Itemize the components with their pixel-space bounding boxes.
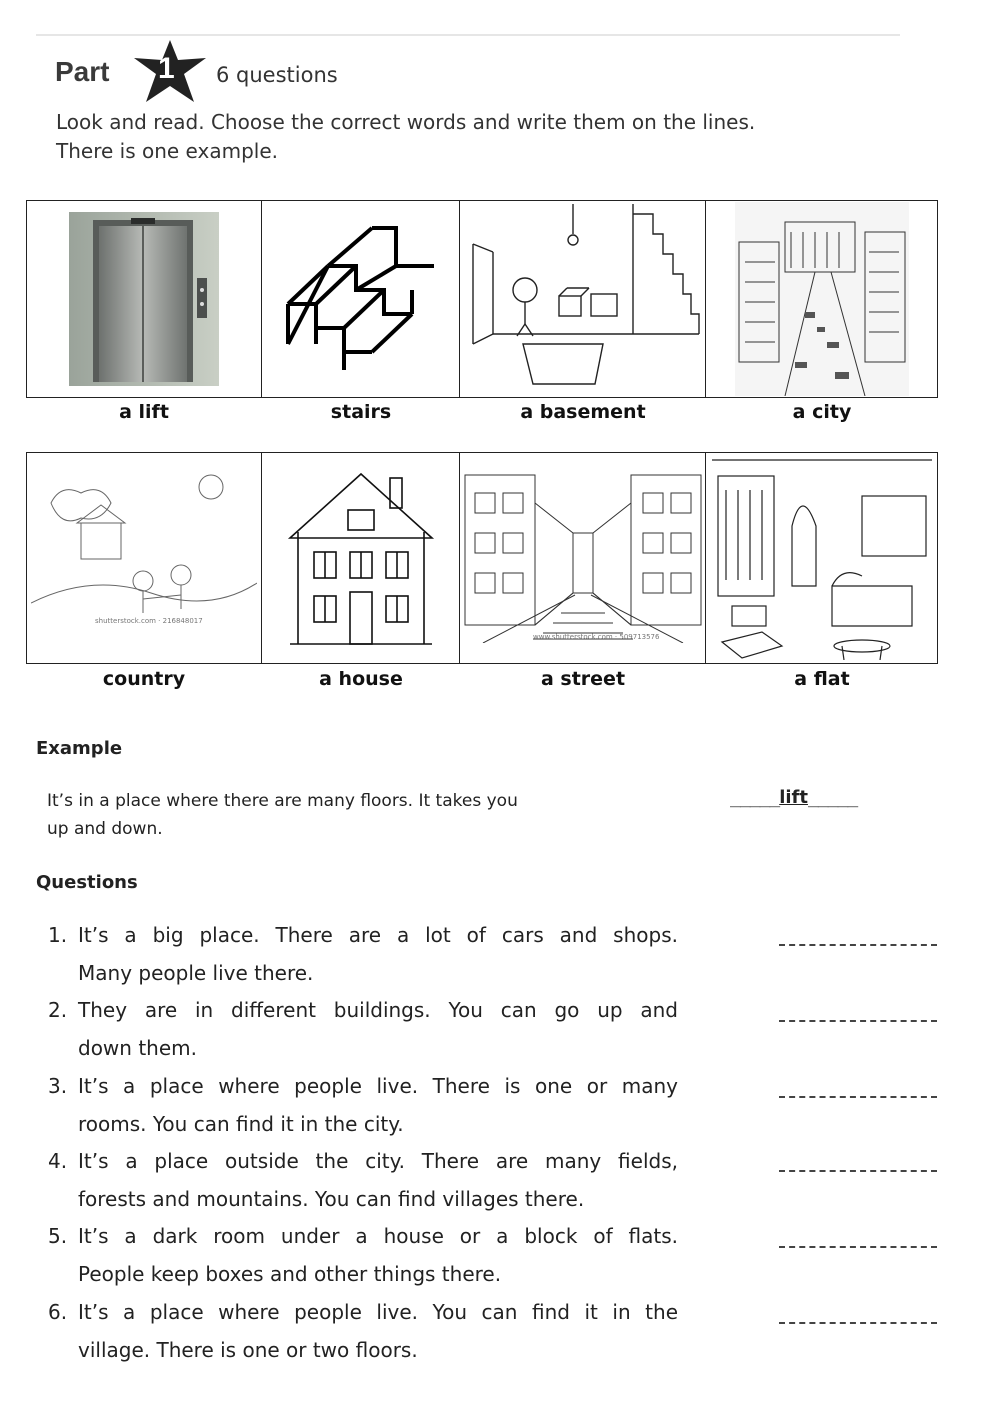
part-label: Part	[55, 56, 110, 87]
example-text-line-1: It’s in a place where there are many floors. It takes you	[47, 791, 518, 811]
question-item	[48, 1143, 678, 1218]
question-item	[48, 1068, 678, 1143]
question-line-1: It’s a big place. There are a lot of cars and shops.	[78, 923, 678, 947]
label-stairs: stairs	[330, 401, 392, 423]
question-line-2: rooms. You can find it in the city.	[78, 1111, 404, 1136]
label-basement: a basement	[520, 401, 646, 423]
question-line-1: It’s a place outside the city. There are many fields,	[78, 1149, 678, 1173]
question-number: 2.	[48, 998, 68, 1022]
questions-heading: Questions	[36, 872, 138, 893]
example-text	[47, 787, 607, 843]
question-number: 3.	[48, 1074, 68, 1098]
stairs-picture	[286, 224, 436, 374]
label-city: a city	[792, 401, 852, 423]
picture-labels-row-2	[26, 668, 938, 690]
street-picture-cell	[460, 452, 706, 664]
country-image-credit: shutterstock.com · 216848017	[95, 617, 203, 625]
city-picture-cell	[706, 200, 938, 398]
question-line-1: It’s a place where people live. There is one or many	[78, 1074, 678, 1098]
question-item	[48, 1294, 678, 1369]
label-country: country	[102, 668, 186, 690]
basement-picture-cell	[460, 200, 706, 398]
country-picture-cell	[26, 452, 262, 664]
lift-picture	[69, 212, 219, 386]
basement-picture	[463, 204, 703, 394]
instruction-line-2: There is one example.	[56, 139, 278, 163]
question-line-1: It’s a place where people live. You can find it in the	[78, 1300, 678, 1324]
label-street: a street	[540, 668, 626, 690]
question-number: 1.	[48, 923, 68, 947]
answer-blank-1[interactable]	[779, 944, 937, 946]
question-number: 4.	[48, 1149, 68, 1173]
answer-blank-2[interactable]	[779, 1020, 937, 1022]
label-lift: a lift	[119, 401, 169, 423]
picture-labels-row-1	[26, 401, 938, 423]
lift-picture-cell	[26, 200, 262, 398]
example-text-line-2: up and down.	[47, 819, 163, 839]
question-line-1: They are in different buildings. You can go up and	[78, 998, 678, 1022]
question-number: 6.	[48, 1300, 68, 1324]
picture-row-1	[26, 200, 938, 398]
question-line-2: village. There is one or two floors.	[78, 1337, 418, 1362]
question-count: 6 questions	[216, 63, 338, 87]
street-picture	[463, 473, 703, 643]
label-house: a house	[319, 668, 403, 690]
top-divider	[36, 34, 900, 36]
answer-blank-3[interactable]	[779, 1096, 937, 1098]
house-picture	[286, 468, 436, 648]
question-item	[48, 992, 678, 1067]
question-line-1: It’s a dark room under a house or a block of flats.	[78, 1224, 678, 1248]
stairs-picture-cell	[262, 200, 460, 398]
house-picture-cell	[262, 452, 460, 664]
example-heading: Example	[36, 738, 123, 759]
part-number: 1	[158, 52, 175, 85]
question-line-2: forests and mountains. You can find villages there.	[78, 1186, 585, 1211]
question-number: 5.	[48, 1224, 68, 1248]
question-line-2: Many people live there.	[78, 960, 314, 985]
answer-blank-6[interactable]	[779, 1322, 937, 1324]
instruction-line-1: Look and read. Choose the correct words and write them on the lines.	[56, 110, 756, 134]
question-item	[48, 1218, 678, 1293]
flat-picture-cell	[706, 452, 938, 664]
street-image-credit: www.shutterstock.com · 509713576	[532, 633, 659, 641]
example-answer-line: _____lift_____	[730, 787, 858, 808]
answer-blank-5[interactable]	[779, 1246, 937, 1248]
country-picture	[31, 463, 257, 653]
question-item	[48, 917, 678, 992]
label-flat: a flat	[794, 668, 850, 690]
question-line-2: down them.	[78, 1035, 197, 1060]
picture-row-2	[26, 452, 938, 664]
answer-blank-4[interactable]	[779, 1170, 937, 1172]
question-line-2: People keep boxes and other things there.	[78, 1261, 502, 1286]
instructions	[56, 108, 755, 166]
flat-picture	[712, 456, 932, 660]
city-picture	[735, 202, 909, 396]
example-answer: lift	[779, 787, 808, 808]
